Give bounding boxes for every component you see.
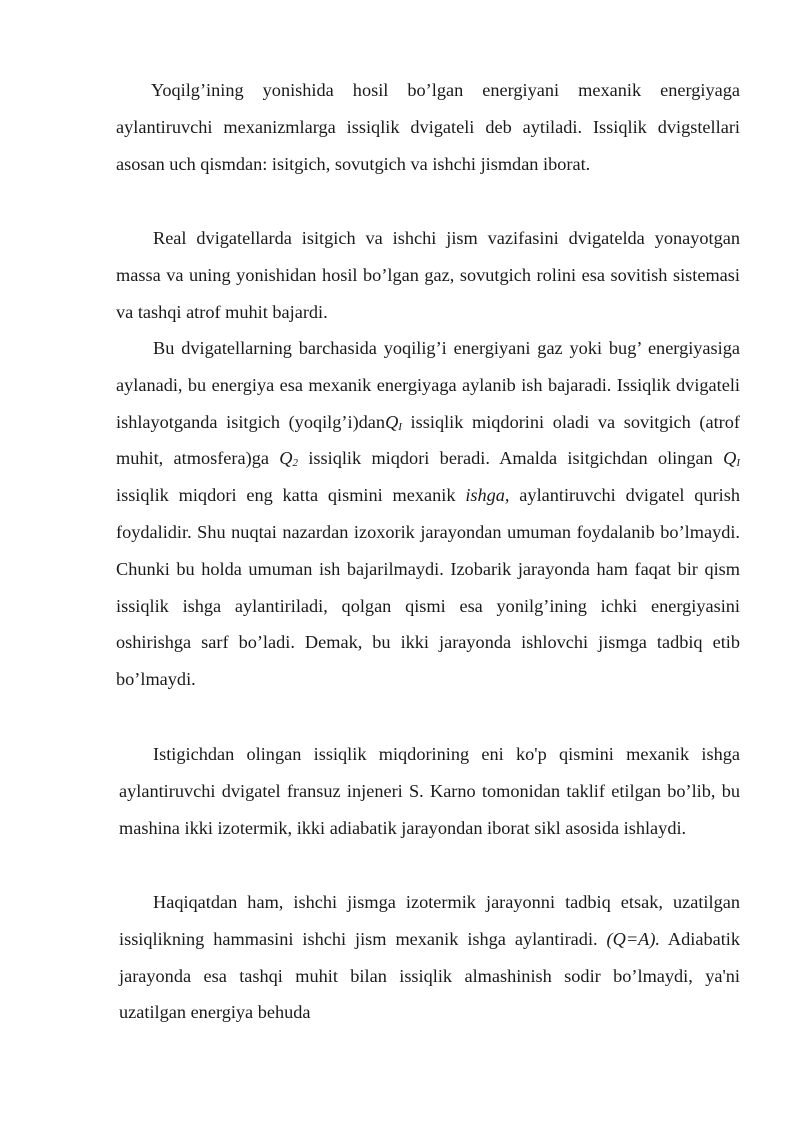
text-run: issiqlik miqdori eng katta qismini mexanik	[116, 485, 466, 506]
paragraph-heat-engine-definition: Yoqilg’ining yonishida hosil bo’lgan energiyani mexanik energiyaga aylantiruvchi mexanizmlarga issiqlik dvigateli deb aytiladi. Issiqlik dvigstellari asosan uch qismdan: isitgich, sovutgich va ishchi jismdan iborat.	[116, 80, 740, 174]
q3-index: I	[736, 457, 740, 470]
italic-word: ishga,	[465, 485, 510, 506]
formula-q3	[723, 448, 740, 468]
paragraph-isothermal-adiabatic	[119, 884, 740, 1031]
paragraph-carnot-engine: Istigichdan olingan issiqlik miqdorining eni ko'p qismini mexanik ishga aylantiruvchi dvigatel fransuz injeneri S. Karno tomonidan taklif etilgan bo’lib, bu mashina ikki izotermik, ikki adiabatik jarayondan iborat sikl asosida ishlaydi.	[119, 744, 740, 838]
q2-index: 2	[292, 457, 298, 470]
text-run: issiqlik miqdori beradi. Amalda isitgichdan olingan	[298, 448, 724, 469]
formula-q-equals-a: (Q=A).	[606, 928, 660, 949]
paragraph-energy-conversion	[116, 330, 740, 698]
formula-q2	[279, 448, 298, 468]
text-run: issiqlik miqdorini oladi va sovitgich (atrof muhit, atmosfera)ga	[116, 411, 740, 469]
text-run: Haqiqatdan ham, ishchi jismga izotermik jarayonni tadbiq etsak, uzatilgan issiqlikning hammasini ishchi jism mexanik ishga aylantiradi.	[119, 892, 740, 949]
q2-symbol: Q	[279, 448, 293, 469]
formula-q1	[385, 412, 402, 432]
paragraph-real-engines: Real dvigatellarda isitgich va ishchi jism vazifasini dvigatelda yonayotgan massa va uning yonishidan hosil bo’lgan gaz, sovutgich rolini esa sovitish sistemasi va tashqi atrof muhit bajardi.	[116, 228, 740, 322]
q1-index: I	[398, 420, 402, 433]
q1-symbol: Q	[385, 411, 399, 432]
text-run: Bu dvigatellarning barchasida yoqilig’i energiyani gaz yoki bug’ energiyasiga aylanadi, bu energiya esa mexanik energiyaga aylanib ish bajaradi. Issiqlik dvigateli ishlayotganda isitgich (yoqilg’i)dan	[116, 338, 740, 432]
text-run: Adiabatik jarayonda esa tashqi muhit bilan issiqlik almashinish sodir bo’lmaydi, ya'ni uzatilgan energiya behuda	[119, 928, 740, 1023]
text-run: aylantiruvchi dvigatel qurish foydalidir. Shu nuqtai nazardan izoxorik jarayondan umuman foydalanib bo’lmaydi. Chunki bu holda umuman ish bajarilmaydi. Izobarik jarayonda ham faqat bir qism issiqlik ishga aylantiriladi, qolgan qismi esa yonilg’ining ichki energiyasini oshirishga sarf bo’ladi. Demak, bu ikki jarayonda ishlovchi jismga tadbiq etib bo’lmaydi.	[116, 485, 740, 690]
q3-symbol: Q	[723, 448, 737, 469]
